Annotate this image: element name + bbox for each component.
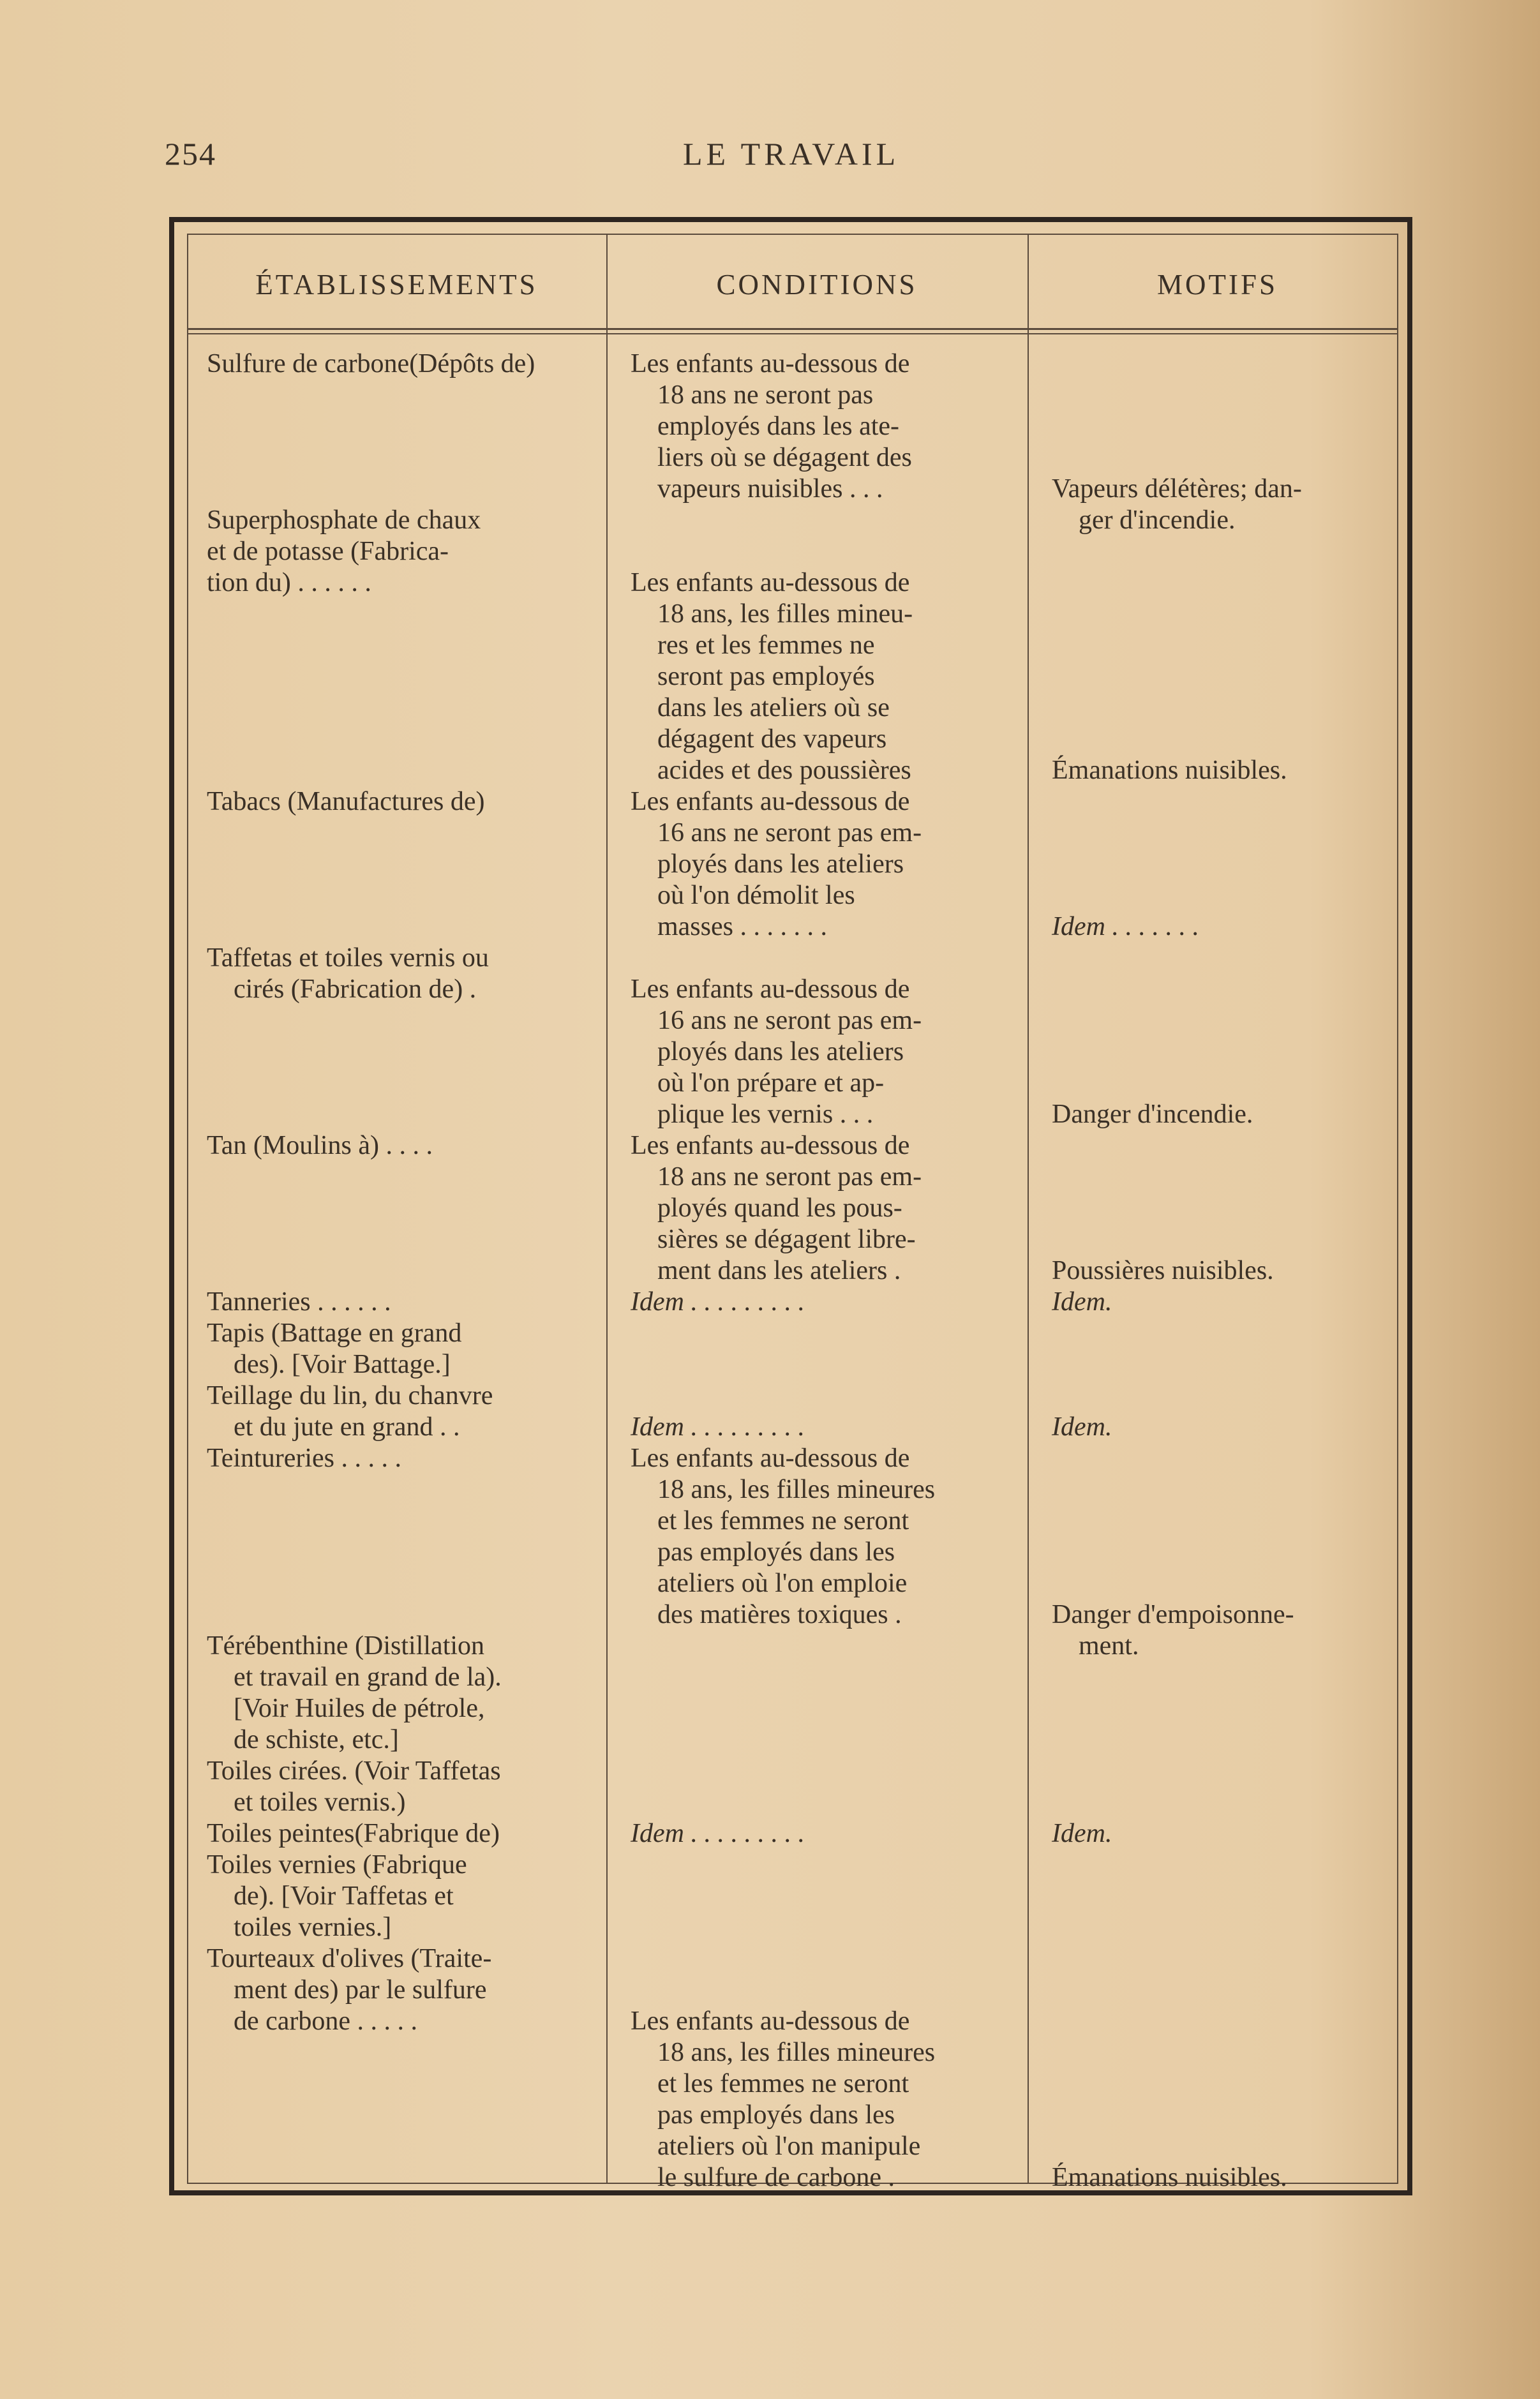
condition-line: ateliers où l'on emploie <box>657 1569 908 1598</box>
motif-cell <box>1052 1287 1400 1318</box>
condition-line: Les enfants au-dessous de <box>631 787 910 816</box>
condition-line: Les enfants au-dessous de <box>631 2007 910 2036</box>
motif-line: Vapeurs délétères; dan- <box>1052 474 1302 504</box>
condition-cell <box>631 1412 1013 1443</box>
condition-line: ployés dans les ateliers <box>657 849 904 879</box>
condition-line: 18 ans ne seront pas <box>657 380 874 410</box>
condition-line: liers où se dégagent des <box>657 443 912 472</box>
motif-line: Danger d'incendie. <box>1052 1100 1253 1129</box>
condition-cell <box>631 1443 1013 1631</box>
condition-line: Idem . . . . . . . . . <box>631 1287 805 1317</box>
condition-line: dans les ateliers où se <box>657 693 890 722</box>
motif-cell <box>1052 1412 1400 1443</box>
condition-line: 18 ans, les filles mineures <box>657 1475 936 1504</box>
condition-line: le sulfure de carbone . <box>657 2163 895 2192</box>
etablissement-cell <box>207 505 596 599</box>
regulation-table <box>169 217 1412 2195</box>
motif-cell <box>1052 2162 1400 2193</box>
condition-line: employés dans les ate- <box>657 412 900 441</box>
etablissement-line: cirés (Fabrication de) . <box>234 975 477 1004</box>
motif-line: Poussières nuisibles. <box>1052 1256 1274 1285</box>
etablissement-line: Tourteaux d'olives (Traite- <box>207 1944 492 1973</box>
condition-line: res et les femmes ne <box>657 631 875 660</box>
column-divider <box>606 234 608 2184</box>
condition-cell <box>631 1287 1013 1318</box>
condition-line: des matières toxiques . <box>657 1600 902 1629</box>
motif-line: Idem . . . . . . . <box>1052 912 1199 941</box>
etablissement-line: Toiles vernies (Fabrique <box>207 1850 467 1880</box>
etablissement-line: Superphosphate de chaux <box>207 505 481 535</box>
etablissement-line: Toiles cirées. (Voir Taffetas <box>207 1756 501 1786</box>
etablissement-line: Tan (Moulins à) . . . . <box>207 1131 433 1160</box>
etablissement-cell <box>207 1318 596 1443</box>
condition-line: acides et des poussières <box>657 756 911 785</box>
condition-cell <box>631 2006 1013 2193</box>
etablissement-line: et toiles vernis.) <box>234 1788 406 1817</box>
condition-cell <box>631 567 1013 786</box>
condition-line: et les femmes ne seront <box>657 1506 909 1536</box>
motif-line: Idem. <box>1052 1819 1112 1848</box>
condition-line: vapeurs nuisibles . . . <box>657 474 883 504</box>
etablissement-line: [Voir Huiles de pétrole, <box>234 1694 485 1723</box>
etablissement-line: et de potasse (Fabrica- <box>207 537 449 566</box>
condition-line: où l'on prépare et ap- <box>657 1068 885 1098</box>
etablissement-cell <box>207 1443 596 1474</box>
motif-cell <box>1052 474 1400 536</box>
condition-line: ateliers où l'on manipule <box>657 2132 921 2161</box>
header-rule <box>187 328 1398 330</box>
etablissement-line: Tabacs (Manufactures de) <box>207 787 485 816</box>
motif-line: Danger d'empoisonne- <box>1052 1600 1294 1629</box>
motif-line: Émanations nuisibles. <box>1052 756 1287 785</box>
condition-line: seront pas employés <box>657 662 875 691</box>
condition-line: et les femmes ne seront <box>657 2069 909 2098</box>
condition-line: ployés dans les ateliers <box>657 1037 904 1066</box>
column-header-motifs: MOTIFS <box>1156 269 1278 301</box>
condition-line: où l'on démolit les <box>657 881 855 910</box>
condition-line: Les enfants au-dessous de <box>631 349 910 378</box>
condition-line: pas employés dans les <box>657 2100 895 2130</box>
etablissement-line: Toiles peintes(Fabrique de) <box>207 1819 500 1848</box>
etablissement-line: tion du) . . . . . . <box>207 568 371 597</box>
condition-line: 16 ans ne seront pas em- <box>657 1006 922 1035</box>
condition-line: 16 ans ne seront pas em- <box>657 818 922 848</box>
motif-cell <box>1052 1599 1400 1662</box>
condition-line: Les enfants au-dessous de <box>631 568 910 597</box>
condition-cell <box>631 786 1013 943</box>
etablissement-line: des). [Voir Battage.] <box>234 1350 451 1379</box>
etablissement-cell <box>207 1130 596 1162</box>
etablissement-line: Teillage du lin, du chanvre <box>207 1381 493 1410</box>
condition-cell <box>631 974 1013 1130</box>
etablissement-line: Tapis (Battage en grand <box>207 1319 462 1348</box>
condition-line: dégagent des vapeurs <box>657 724 887 754</box>
etablissement-cell <box>207 1850 596 2037</box>
condition-line: Idem . . . . . . . . . <box>631 1819 805 1848</box>
etablissement-line: Tanneries . . . . . . <box>207 1287 391 1317</box>
etablissement-line: Taffetas et toiles vernis ou <box>207 943 489 973</box>
condition-line: 18 ans, les filles mineures <box>657 2038 936 2067</box>
condition-line: Les enfants au-dessous de <box>631 1444 910 1473</box>
motif-line: Idem. <box>1052 1412 1112 1442</box>
condition-line: Les enfants au-dessous de <box>631 1131 910 1160</box>
motif-line: ger d'incendie. <box>1079 505 1236 535</box>
motif-line: Émanations nuisibles. <box>1052 2163 1287 2192</box>
condition-line: Les enfants au-dessous de <box>631 975 910 1004</box>
motif-line: Idem. <box>1052 1287 1112 1317</box>
column-header-conditions: CONDITIONS <box>716 269 918 301</box>
condition-line: ment dans les ateliers . <box>657 1256 901 1285</box>
condition-cell <box>631 1818 1013 1850</box>
column-divider <box>1028 234 1029 2184</box>
etablissement-line: et travail en grand de la). <box>234 1663 502 1692</box>
etablissement-line: ment des) par le sulfure <box>234 1975 487 2005</box>
motif-cell <box>1052 911 1400 943</box>
etablissement-cell <box>207 786 596 818</box>
etablissement-line: de carbone . . . . . <box>234 2007 418 2036</box>
header-rule <box>187 333 1398 334</box>
condition-line: 18 ans ne seront pas em- <box>657 1162 922 1192</box>
condition-line: pas employés dans les <box>657 1537 895 1567</box>
running-title: LE TRAVAIL <box>683 136 900 172</box>
motif-cell <box>1052 755 1400 786</box>
etablissement-cell <box>207 943 596 1005</box>
condition-line: masses . . . . . . . <box>657 912 827 941</box>
etablissement-line: Sulfure de carbone(Dépôts de) <box>207 349 535 378</box>
etablissement-line: Térébenthine (Distillation <box>207 1631 485 1661</box>
page-number: 254 <box>165 136 216 172</box>
motif-cell <box>1052 1099 1400 1130</box>
condition-cell <box>631 1130 1013 1287</box>
etablissement-line: toiles vernies.] <box>234 1913 392 1942</box>
condition-line: Idem . . . . . . . . . <box>631 1412 805 1442</box>
etablissement-cell <box>207 1631 596 1850</box>
condition-cell <box>631 348 1013 505</box>
motif-cell <box>1052 1818 1400 1850</box>
etablissement-line: de schiste, etc.] <box>234 1725 399 1754</box>
condition-line: plique les vernis . . . <box>657 1100 874 1129</box>
etablissement-cell <box>207 348 596 380</box>
condition-line: ployés quand les pous- <box>657 1193 902 1223</box>
condition-line: 18 ans, les filles mineu- <box>657 599 913 629</box>
etablissement-line: de). [Voir Taffetas et <box>234 1881 454 1911</box>
etablissement-line: Teintureries . . . . . <box>207 1444 401 1473</box>
condition-line: sières se dégagent libre- <box>657 1225 916 1254</box>
motif-cell <box>1052 1255 1400 1287</box>
etablissement-line: et du jute en grand . . <box>234 1412 460 1442</box>
page-header <box>0 135 1540 174</box>
column-header-etablissements: ÉTABLISSEMENTS <box>255 269 538 301</box>
motif-line: ment. <box>1079 1631 1139 1661</box>
etablissement-cell <box>207 1287 596 1318</box>
